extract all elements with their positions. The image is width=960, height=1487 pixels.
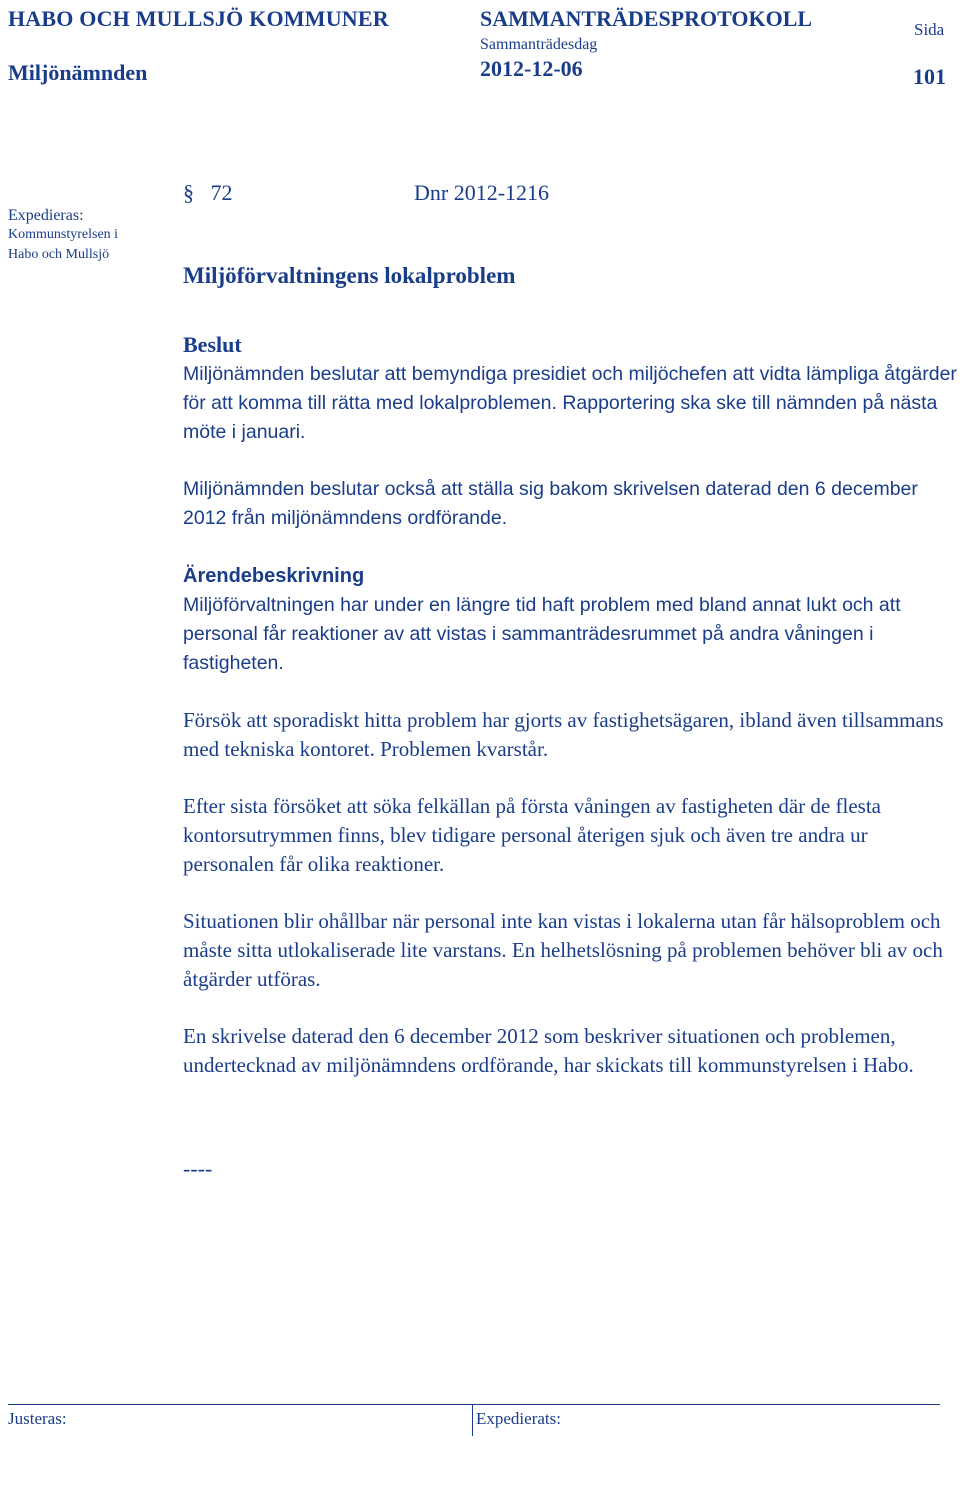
beslut-paragraph-1: Miljönämnden beslutar att bemyndiga presidiet och miljöchefen att vidta lämpliga åtgärder för att komma till rätta med lokalproblemen. Rapportering ska ske till nämnden på nästa möte i januari. [183, 363, 957, 443]
document-type: SAMMANTRÄDESPROTOKOLL [480, 6, 813, 31]
recipient-line-1: Kommunstyrelsen i [8, 227, 119, 242]
beslut-heading: Beslut [183, 332, 242, 357]
paragraph-number-value: 72 [210, 180, 233, 205]
beslut-paragraph-2: Miljönämnden beslutar också att ställa sig bakom skrivelsen daterad den 6 december 2012 från miljönämndens ordförande. [183, 478, 918, 529]
paragraph-number [183, 180, 233, 206]
meeting-date-label: Sammanträdesdag [480, 36, 598, 53]
document-body [183, 330, 958, 1108]
footer-column-divider [472, 1404, 473, 1436]
recipient-line-2: Habo och Mullsjö [8, 247, 110, 262]
expedieras-label: Expedieras: [8, 207, 84, 224]
organization-name: HABO OCH MULLSJÖ KOMMUNER [8, 6, 389, 31]
page-title: Miljöförvaltningens lokalproblem [183, 263, 516, 288]
page-number: 101 [913, 64, 946, 89]
expedierats-label: Expedierats: [476, 1409, 561, 1428]
committee-name: Miljönämnden [8, 60, 148, 85]
arende-paragraph-5: En skrivelse daterad den 6 december 2012 som beskriver situationen och problemen, undertecknad av miljönämndens ordförande, har skickats till kommunstyrelsen i Habo. [183, 1024, 914, 1077]
arende-paragraph-2: Försök att sporadiskt hitta problem har gjorts av fastighetsägaren, ibland även tillsammans med tekniska kontoret. Problemen kvarstår. [183, 708, 944, 761]
meeting-date: 2012-12-06 [480, 56, 583, 81]
footer-divider [8, 1404, 940, 1405]
justeras-label: Justeras: [8, 1409, 67, 1428]
arende-paragraph-1: Miljöförvaltningen har under en längre tid haft problem med bland annat lukt och att personal får reaktioner av att vistas i sammanträdesrummet på andra våningen i fastigheten. [183, 594, 901, 674]
arende-paragraph-3: Efter sista försöket att söka felkällan på första våningen av fastigheten där de flesta kontorsutrymmen finns, blev tidigare personal återigen sjuk och även tre andra ur personalen får olika reaktioner. [183, 794, 881, 876]
page-label: Sida [914, 20, 945, 39]
arende-heading: Ärendebeskrivning [183, 565, 365, 587]
end-marker: ---- [183, 1156, 213, 1181]
case-number: Dnr 2012-1216 [414, 180, 550, 205]
arende-paragraph-4: Situationen blir ohållbar när personal inte kan vistas i lokalerna utan får hälsoproblem och måste sitta utlokaliserade lite varstans. En helhetslösning på problemen behöver bli av och åtgärder utföras. [183, 909, 943, 991]
section-sign-icon: § [183, 180, 194, 205]
distribution-note [8, 206, 168, 265]
